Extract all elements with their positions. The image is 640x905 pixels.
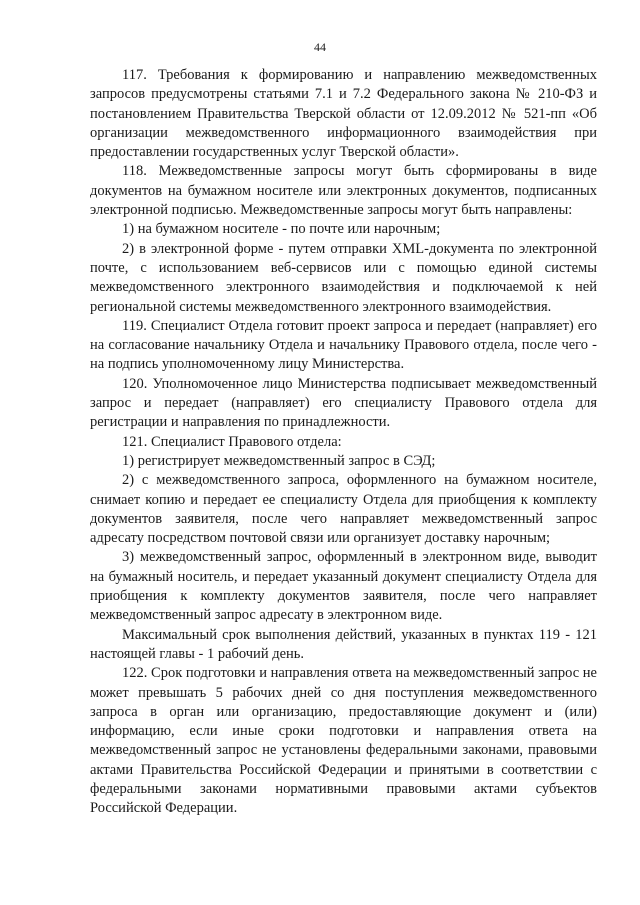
paragraph-118-item-1: 1) на бумажном носителе - по почте или нарочным; xyxy=(122,221,441,238)
paragraph-121: 121. Специалист Правового отдела: xyxy=(122,433,342,450)
paragraph-119: 119. Специалист Отдела готовит проект запроса и передает (направляет) его на согласование начальнику Отдела и начальнику Правового отдела, после чего - на подпись уполномоченному лицу Министерства. xyxy=(90,317,597,373)
paragraph-122: 122. Срок подготовки и направления ответа на межведомственный запрос не может превышать 5 рабочих дней со дня поступления межведомственного запроса в орган или организацию, предоставляющие документ и (или) информацию, если иные сроки подготовки и направления ответа на межведомственный запрос не установлены федеральными законами, правовыми актами Правительства Российской Федерации и принятыми в соответствии с федеральными законами нормативными правовыми актами субъектов Российской Федерации. xyxy=(90,665,597,817)
page-number: 44 xyxy=(314,40,326,54)
paragraph-118-item-2: 2) в электронной форме - путем отправки XML-документа по электронной почте, с использованием веб-сервисов или с помощью единой системы межведомственного электронного взаимодействия и подключаемой к ней региональной системы межведомственного электронного взаимодействия. xyxy=(90,240,597,315)
paragraph-117: 117. Требования к формированию и направлению межведомственных запросов предусмотрены статьями 7.1 и 7.2 Федерального закона № 210-ФЗ и постановлением Правительства Тверской области от 12.09.2012 № 521-пп «Об организации межведомственного информационного взаимодействия при предоставлении государственных услуг Тверской области». xyxy=(90,67,597,161)
paragraph-120: 120. Уполномоченное лицо Министерства подписывает межведомственный запрос и передает (направляет) его специалисту Правового отдела для регистрации и направления по принадлежности. xyxy=(90,375,597,431)
paragraph-max-term: Максимальный срок выполнения действий, указанных в пунктах 119 - 121 настоящей главы - 1 рабочий день. xyxy=(90,626,597,662)
paragraph-121-item-1: 1) регистрирует межведомственный запрос в СЭД; xyxy=(122,452,436,469)
paragraph-118: 118. Межведомственные запросы могут быть сформированы в виде документов на бумажном носителе или электронных документов, подписанных электронной подписью. Межведомственные запросы могут быть направлены: xyxy=(90,163,597,219)
paragraph-121-item-3: 3) межведомственный запрос, оформленный в электронном виде, выводит на бумажный носитель, и передает указанный документ специалисту Отдела для приобщения к комплекту документов заявителя, после чего направляет межведомственный запрос адресату в электронном виде. xyxy=(90,549,597,624)
document-body xyxy=(90,66,597,819)
paragraph-121-item-2: 2) с межведомственного запроса, оформленного на бумажном носителе, снимает копию и передает ее специалисту Отдела для приобщения к комплекту документов заявителя, после чего направляет межведомственный запрос адресату посредством почтовой связи или организует доставку нарочным; xyxy=(90,472,597,547)
